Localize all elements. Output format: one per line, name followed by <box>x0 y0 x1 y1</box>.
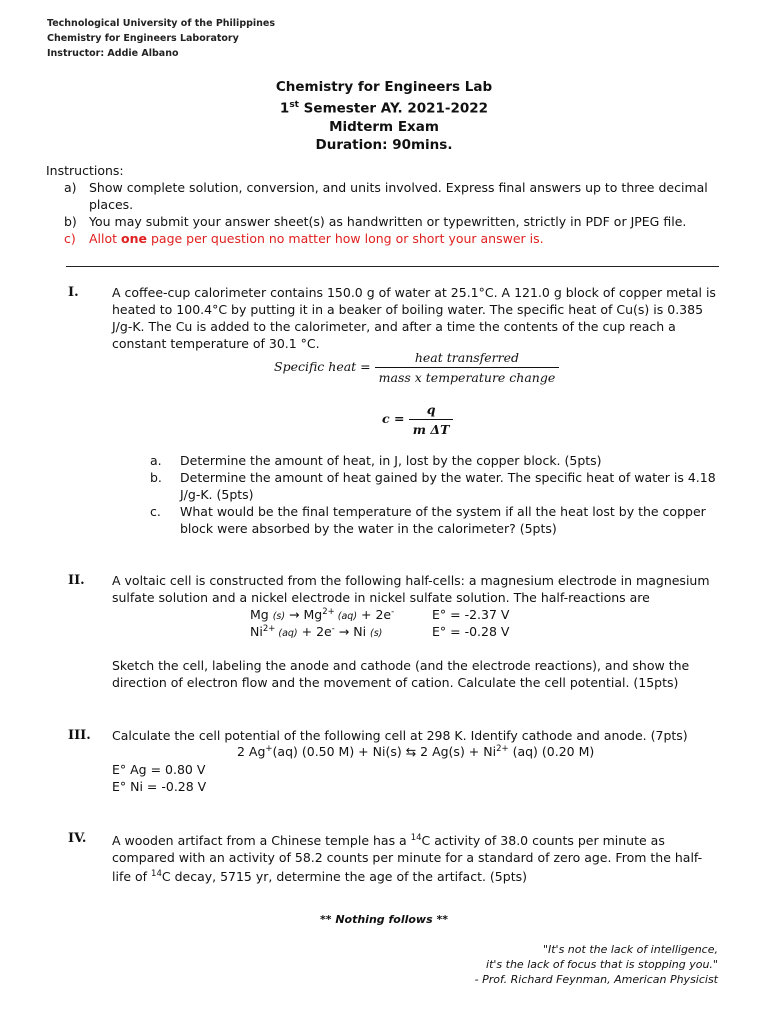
question-number: I. <box>68 285 79 300</box>
potential-mg: E° = -2.37 V <box>432 607 510 622</box>
subpart: a. Determine the amount of heat, in J, lost by the copper block. (5pts) <box>150 453 602 468</box>
semester-line: 1st Semester AY. 2021-2022 <box>279 100 489 117</box>
question-number: IV. <box>68 831 87 846</box>
question-number: III. <box>68 728 91 743</box>
potential-ag: E° Ag = 0.80 V <box>112 762 206 777</box>
university-name: Technological University of the Philippines <box>47 18 276 29</box>
cell-reaction: 2 Ag+(aq) (0.50 M) + Ni(s) ⇆ 2 $Ag(s) + Ni^{2+}$ (aq) (0.20 M) <box>237 744 595 760</box>
exam-page: Technological University of the Philippines Chemistry for Engineers Laboratory Instructor: Addie Albano Chemistry for Engineers Lab 1st Semester AY. 2021-2022 Midterm Exam Duration: 90mins. Instructions: a) Show complete solution, conversion, and units involved. Express final answers up to three decimal places. b) You may submit your answer sheet(s) as handwritten or typewritten, strictly in PDF or JPEG file. c) Allot one page per question no matter how long or short your answer is. I. A coffee-cup calorimeter contains 150.0 g of water at 25.1°C. A 121.0 g block of copper metal is heated to 100.4°C by putting it in a beaker of boiling water. The specific heat of Cu(s) is 0.385 J/g-K. The Cu is added to the calorimeter, and after a time the contents of the cup reach a constant temperature of 30.1 °C. Specific heat = $\frac{\text{heat transferred}}{\text{mass x temperature change}}$ c = $\frac{q}{\text{m ΔT}}$ a. Determine the amount of heat, in J, lost by the copper block. (5pts) b. Determine the amount of heat gained by the water. The specific heat of water is 4.18 J/g-K. (5pts) c. What would be the final temperature of the system if all the heat lost by the copper block were absorbed by the water in the calorimeter? (5pts) II. A voltaic cell is constructed from the following half-cells: a magnesium electrode in magnesium sulfate solution and a nickel electrode in nickel sulfate solution. The half-reactions are Mg $(s) \to Mg^{2+}$ (aq) + 2e- E° = -2.37 V $Ni^{2+}$ (aq) + 2e- → Ni (s) E° = -0.28 V Sketch the cell, labeling the anode and cathode (and the electrode reactions), and show the direction of electron flow and the movement of cation. Calculate the cell potential. (15pts) III. Calculate the cell potential of the following cell at 298 K. Identify cathode and anode. (7pts) 2 Ag+(aq) (0.50 M) + Ni(s) ⇆ 2 $Ag(s) + Ni^{2+}$ (aq) (0.20 M) E° Ag = 0.80 V E° Ni = -0.28 V IV. A wooden artifact from a Chinese temple has a $^{14}$C activity of 38.0 counts per minute as compared with an activity of 58.2 counts per minute for a standard of zero age. From the half-life of $^{14}$C decay, 5715 yr, determine the age of the artifact. (5pts) ** Nothing follows ** "It's not the lack of intelligence, it's the lack of focus that is stopping you." - Prof. Richard Feynman, American Physicist <box>0 0 768 1024</box>
question-text: Calculate the cell potential of the following cell at 298 K. Identify cathode and anode. (7pts) <box>112 728 688 743</box>
instructions-heading: Instructions: <box>46 163 124 178</box>
subpart: c. What would be the final temperature of the system if all the heat lost by the copper block were absorbed by the water in the calorimeter? (5pts) <box>150 504 706 536</box>
half-reaction-mg: Mg $(s) \to Mg^{2+}$ (aq) + 2e- <box>250 607 395 623</box>
exam-name: Midterm Exam <box>329 118 439 135</box>
instruction-item: a) Show complete solution, conversion, and units involved. Express final answers up to three decimal places. <box>64 180 708 212</box>
course-title: Chemistry for Engineers Lab <box>275 79 493 95</box>
question-text: A wooden artifact from a Chinese temple has a $^{14}$C activity of 38.0 counts per minute as compared with an activity of 58.2 counts per minute for a standard of zero age. From the half-life of $^{14}$C decay, 5715 yr, determine the age of the artifact. (5pts) <box>112 833 703 885</box>
feynman-quote: "It's not the lack of intelligence, it's the lack of focus that is stopping you." - Prof. Richard Feynman, American Physicist <box>474 943 718 986</box>
question-text: A coffee-cup calorimeter contains 150.0 g of water at 25.1°C. A 121.0 g block of copper metal is heated to 100.4°C by putting it in a beaker of boiling water. The specific heat of Cu(s) is 0.385 J/g-K. The Cu is added to the calorimeter, and after a time the contents of the cup reach a constant temperature of 30.1 °C. <box>112 285 716 351</box>
lab-name: Chemistry for Engineers Laboratory <box>47 33 239 44</box>
instructions <box>46 162 726 247</box>
potential-ni: E° = -0.28 V <box>432 624 510 639</box>
question-text: A voltaic cell is constructed from the following half-cells: a magnesium electrode in magnesium sulfate solution and a nickel electrode in nickel sulfate solution. The half-reactions are <box>112 573 710 605</box>
instruction-item-highlight: c) Allot one page per question no matter how long or short your answer is. <box>64 231 544 246</box>
nothing-follows: ** Nothing follows ** <box>320 913 448 926</box>
c-equation: c = $\frac{q}{\text{m ΔT}}$ <box>382 402 453 437</box>
half-reaction-ni: $Ni^{2+}$ (aq) + 2e- → Ni (s) <box>250 624 383 640</box>
potential-ni-q3: E° Ni = -0.28 V <box>112 779 207 794</box>
specific-heat-equation: Specific heat = $\frac{\text{heat transferred}}{\text{mass x temperature change}}$ <box>274 350 559 385</box>
instructor-name: Instructor: Addie Albano <box>47 48 179 59</box>
question-number: II. <box>68 573 85 588</box>
institution-header <box>47 16 275 61</box>
question-1-subparts <box>150 452 720 537</box>
exam-duration: Duration: 90mins. <box>315 136 453 153</box>
exam-title-block <box>0 78 768 154</box>
divider-line <box>66 266 719 267</box>
subpart: b. Determine the amount of heat gained by the water. The specific heat of water is 4.18 J/g-K. (5pts) <box>150 470 716 502</box>
instruction-item: b) You may submit your answer sheet(s) as handwritten or typewritten, strictly in PDF or JPEG file. <box>64 214 687 229</box>
